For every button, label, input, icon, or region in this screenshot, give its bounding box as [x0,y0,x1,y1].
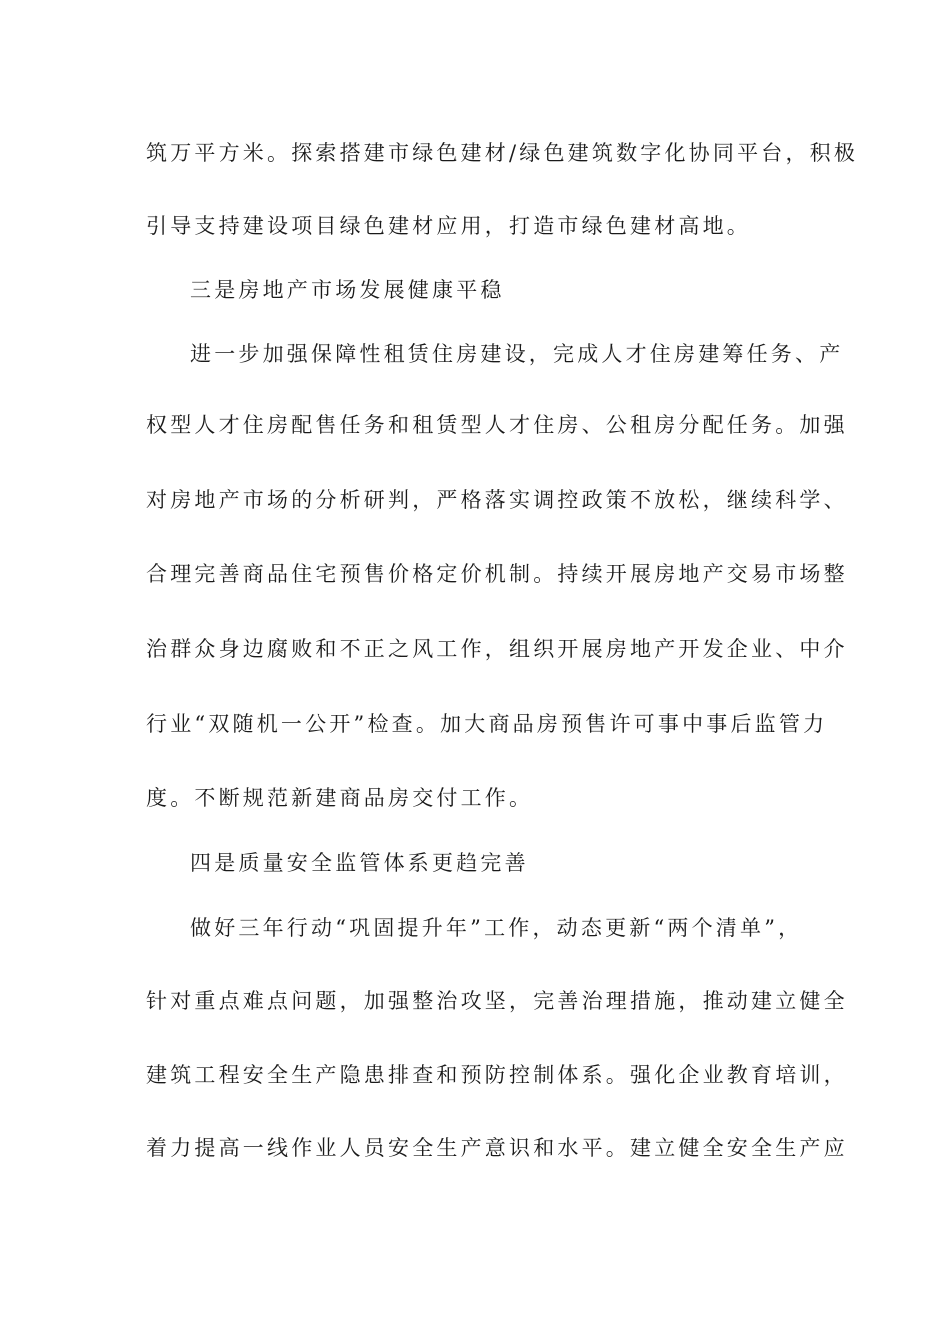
body-text-line: 建筑工程安全生产隐患排查和预防控制体系。强化企业教育培训， [146,1063,848,1087]
body-text-line: 合理完善商品住宅预售价格定价机制。持续开展房地产交易市场整 [146,562,848,586]
section-heading: 四是质量安全监管体系更趋完善 [190,851,529,875]
body-text-line: 着力提高一线作业人员安全生产意识和水平。建立健全安全生产应 [146,1136,848,1160]
body-text-line: 治群众身边腐败和不正之风工作，组织开展房地产开发企业、中介 [146,637,848,661]
body-text-line: 引导支持建设项目绿色建材应用，打造市绿色建材高地。 [146,214,751,238]
body-text-line: 针对重点难点问题，加强整治攻坚，完善治理措施，推动建立健全 [146,989,848,1013]
body-text-line: 筑万平方米。探索搭建市绿色建材/绿色建筑数字化协同平台，积极 [146,141,859,165]
body-text-line: 行业“双随机一公开”检查。加大商品房预售许可事中事后监管力 [146,712,828,736]
paragraph-first-line: 进一步加强保障性租赁住房建设，完成人才住房建筹任务、产 [190,342,844,366]
body-text-line: 度。不断规范新建商品房交付工作。 [146,786,534,810]
body-text-line: 权型人才住房配售任务和租赁型人才住房、公租房分配任务。加强 [146,413,848,437]
body-text-line: 对房地产市场的分析研判，严格落实调控政策不放松，继续科学、 [146,488,848,512]
section-heading: 三是房地产市场发展健康平稳 [190,278,505,302]
paragraph-first-line: 做好三年行动“巩固提升年”工作，动态更新“两个清单”， [190,916,803,940]
